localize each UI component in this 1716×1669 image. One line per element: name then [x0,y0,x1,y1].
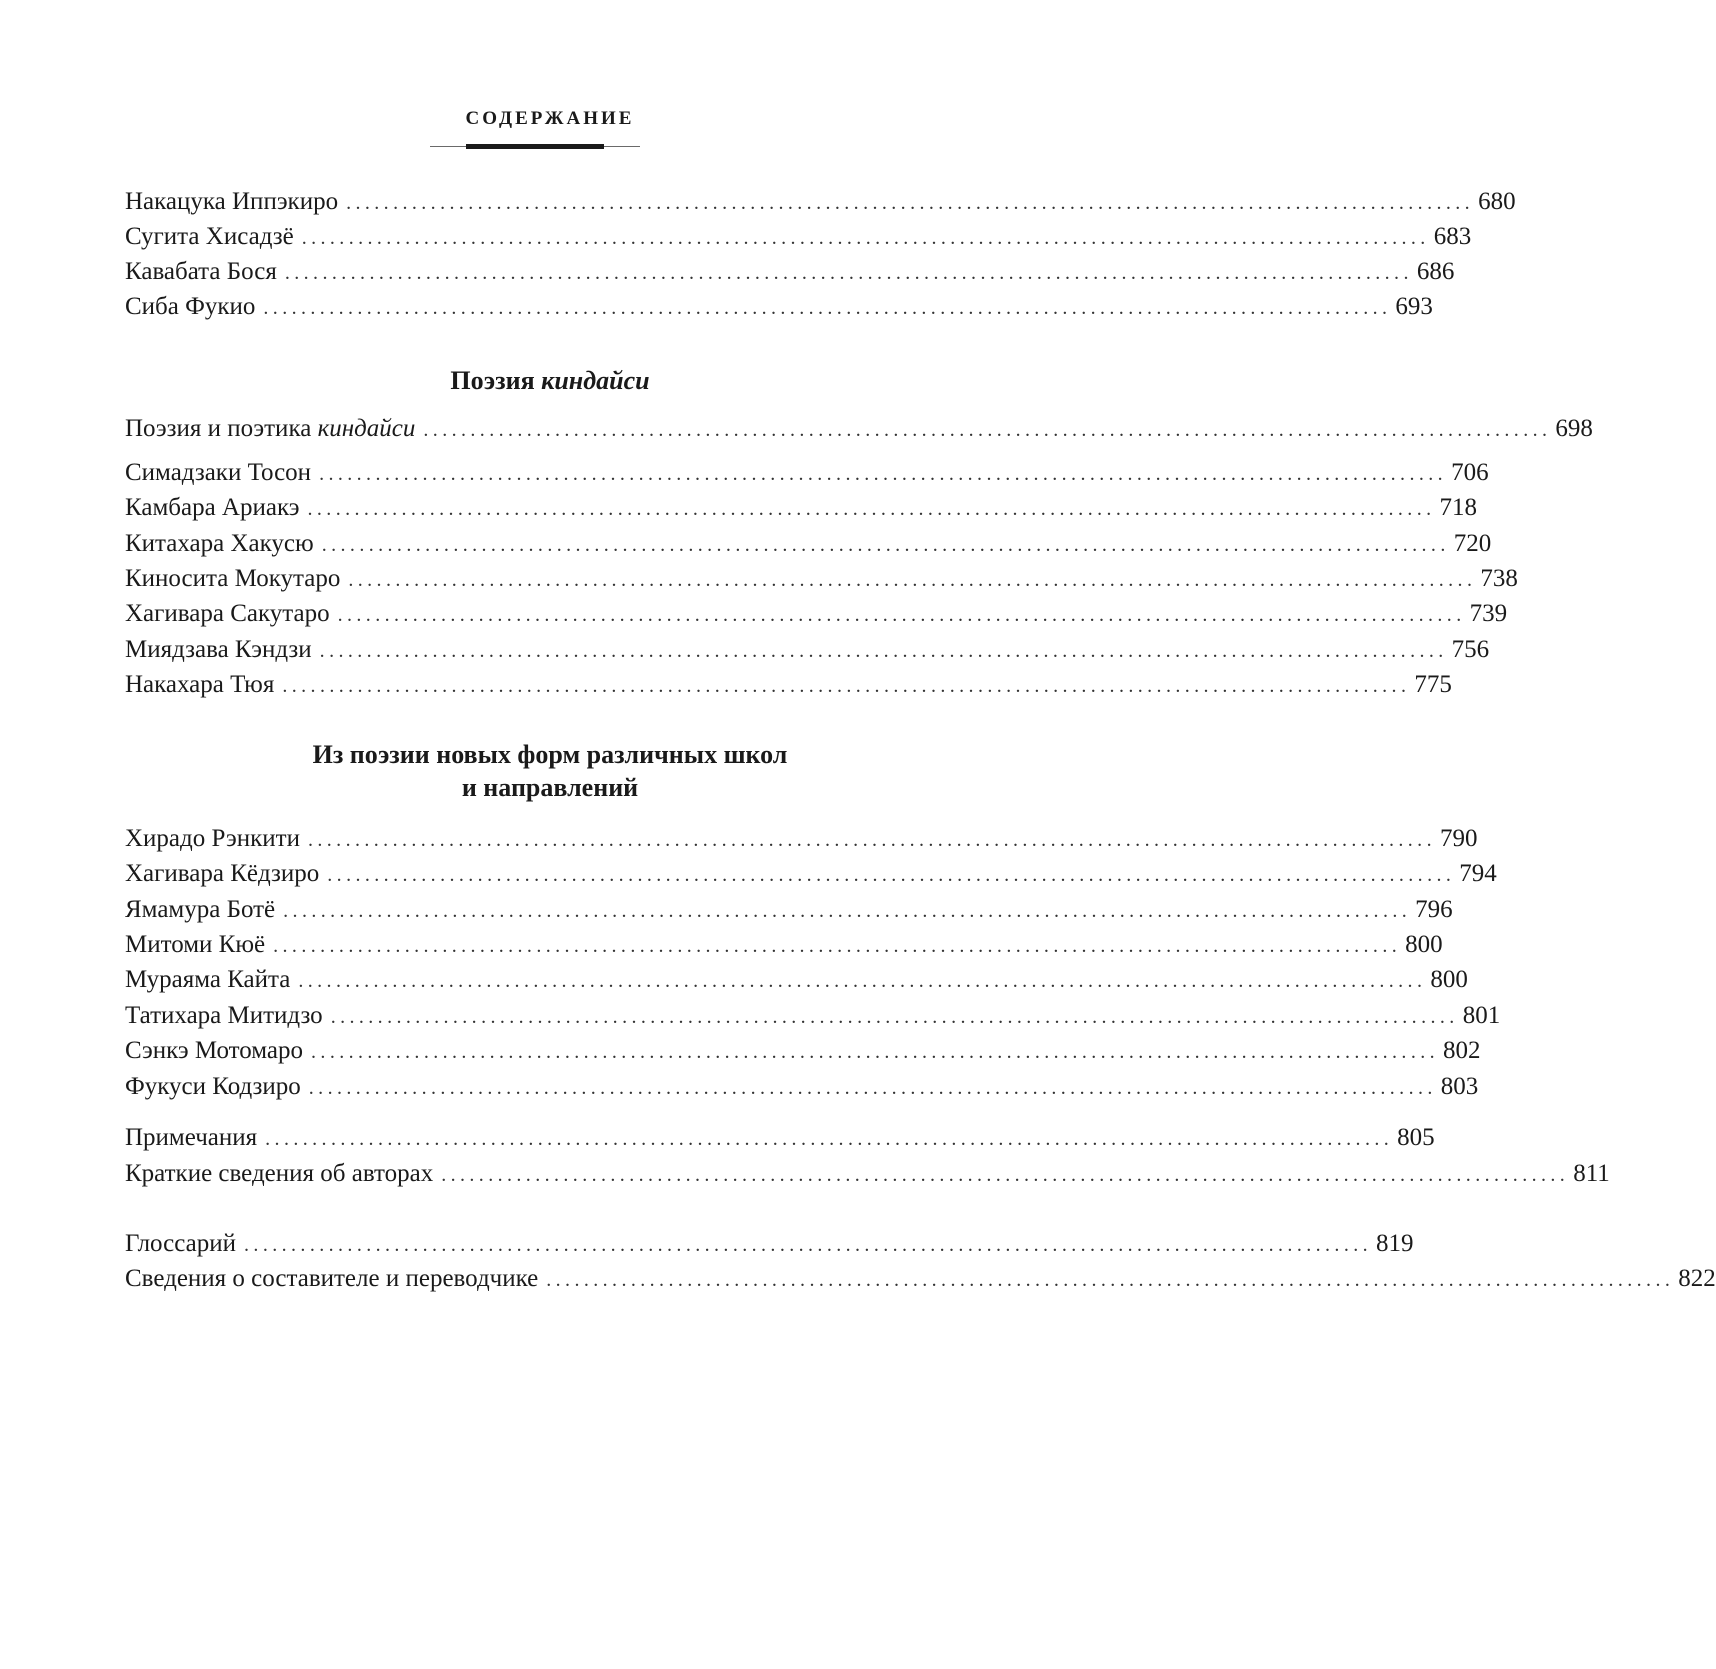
entry-page: 803 [1440,1073,1479,1100]
toc-entry[interactable] [125,1121,1435,1155]
entry-title: Примечания [125,1124,258,1151]
entry-page: 819 [1376,1230,1414,1257]
entry-page: 794 [1459,860,1497,887]
toc-entry[interactable] [125,893,1453,927]
section-heading-italic: киндайси [541,366,650,395]
dot-leader: ........................................................................................................................ [263,297,1392,319]
entry-title: Китахара Хакусю [125,530,314,557]
toc-entry[interactable] [125,456,1489,490]
toc-entry[interactable] [125,1227,1414,1261]
entry-title: Хагивара Сакутаро [125,600,330,627]
entry-page: 801 [1462,1002,1501,1029]
dot-leader: ........................................................................................................................ [319,640,1448,662]
entry-title: Кавабата Бося [125,258,277,285]
entry-title: Киносита Мокутаро [125,565,341,592]
section-heading-line: и направлений [461,773,639,802]
entry-page: 720 [1453,530,1492,557]
entry-title: Ямамура Ботё [125,896,276,923]
toc-entry[interactable] [125,1070,1479,1104]
entry-page: 706 [1451,459,1489,486]
toc-entry[interactable] [125,633,1490,667]
toc-entry[interactable] [125,597,1508,631]
head-rule-ornament [466,144,604,149]
dot-leader: ........................................................................................................................ [337,604,1466,626]
entry-page: 693 [1395,293,1433,320]
entry-page: 805 [1397,1124,1435,1151]
entry-page: 790 [1439,825,1478,852]
entry-page: 686 [1416,258,1455,285]
entry-title [125,412,423,446]
dot-leader: ........................................................................................................................ [282,675,1411,697]
toc-entry[interactable] [125,527,1492,561]
entry-title: Сиба Фукио [125,293,256,320]
toc-entry[interactable] [125,491,1477,525]
dot-leader: ........................................................................................................................ [244,1234,1373,1256]
entry-title: Мураяма Кайта [125,966,291,993]
entry-page: 738 [1480,565,1518,592]
entry-title: Краткие сведения об авторах [125,1160,434,1187]
toc-entry[interactable] [125,220,1472,254]
toc-entry[interactable] [125,1034,1481,1068]
entry-title: Симадзаки Тосон [125,459,312,486]
entry-page: 683 [1433,223,1472,250]
entry-title: Камбара Ариакэ [125,494,300,521]
toc-entry[interactable] [125,412,1593,446]
dot-leader: ........................................................................................................................ [283,900,1412,922]
toc-entry[interactable] [125,255,1455,289]
toc-entry[interactable] [125,290,1433,324]
entry-page: 756 [1451,636,1490,663]
entry-title: Татихара Митидзо [125,1002,323,1029]
entry-title: Накацука Иппэкиро [125,188,339,215]
entry-title: Сведения о составителе и переводчике [125,1265,539,1292]
dot-leader: ........................................................................................................................ [301,227,1430,249]
entry-title: Сэнкэ Мотомаро [125,1037,304,1064]
entry-page: 802 [1443,1037,1481,1064]
toc-entry[interactable] [125,928,1443,962]
dot-leader: ........................................................................................................................ [546,1269,1675,1291]
entry-page: 775 [1414,671,1452,698]
entry-title: Накахара Тюя [125,671,275,698]
toc-entry[interactable] [125,1262,1716,1296]
entry-page: 698 [1555,415,1593,442]
dot-leader: ........................................................................................................................ [346,192,1475,214]
dot-leader: ........................................................................................................................ [307,829,1436,851]
entry-page: 822 [1678,1265,1716,1292]
entry-title: Хирадо Рэнкити [125,825,300,852]
toc-entry[interactable] [125,857,1497,891]
dot-leader: ........................................................................................................................ [308,1077,1437,1099]
dot-leader: ........................................................................................................................ [307,498,1436,520]
section-heading-new-forms [0,738,1100,804]
dot-leader: ........................................................................................................................ [321,534,1450,556]
toc-entry[interactable] [125,999,1501,1033]
dot-leader: ........................................................................................................................ [298,970,1427,992]
toc-entry[interactable] [125,185,1516,219]
section-heading-kindaishi [0,364,1100,397]
section-heading-text: Поэзия [450,366,542,395]
entry-page: 800 [1405,931,1443,958]
dot-leader: ........................................................................................................................ [284,262,1413,284]
toc-entry[interactable] [125,668,1452,702]
entry-page: 796 [1415,896,1453,923]
entry-title: Миядзава Кэндзи [125,636,312,663]
toc-entry[interactable] [125,562,1518,596]
entry-page: 800 [1430,966,1468,993]
toc-entry[interactable] [125,963,1468,997]
dot-leader: ........................................................................................................................ [265,1128,1394,1150]
entry-title: Фукуси Кодзиро [125,1073,301,1100]
dot-leader: ........................................................................................................................ [311,1041,1440,1063]
entry-page: 739 [1469,600,1508,627]
running-head: СОДЕРЖАНИЕ [465,108,635,129]
entry-title: Сугита Хисадзё [125,223,294,250]
dot-leader: ........................................................................................................................ [273,935,1402,957]
dot-leader: ........................................................................................................................ [327,864,1456,886]
dot-leader: ........................................................................................................................ [319,463,1448,485]
entry-title: Митоми Кюё [125,931,266,958]
toc-entry[interactable] [125,1157,1610,1191]
entry-title-text: Поэзия и поэтика [125,415,318,442]
toc-entry[interactable] [125,822,1478,856]
section-heading-line: Из поэзии новых форм различных школ [312,740,788,769]
dot-leader: ........................................................................................................................ [348,569,1477,591]
dot-leader: ........................................................................................................................ [330,1006,1459,1028]
dot-leader: ........................................................................................................................ [423,419,1552,441]
entry-title: Глоссарий [125,1230,237,1257]
entry-page: 680 [1478,188,1516,215]
entry-title: Хагивара Кёдзиро [125,860,320,887]
entry-page: 718 [1439,494,1477,521]
entry-title-italic: киндайси [317,415,416,442]
dot-leader: ........................................................................................................................ [441,1164,1570,1186]
entry-page: 811 [1573,1160,1610,1187]
